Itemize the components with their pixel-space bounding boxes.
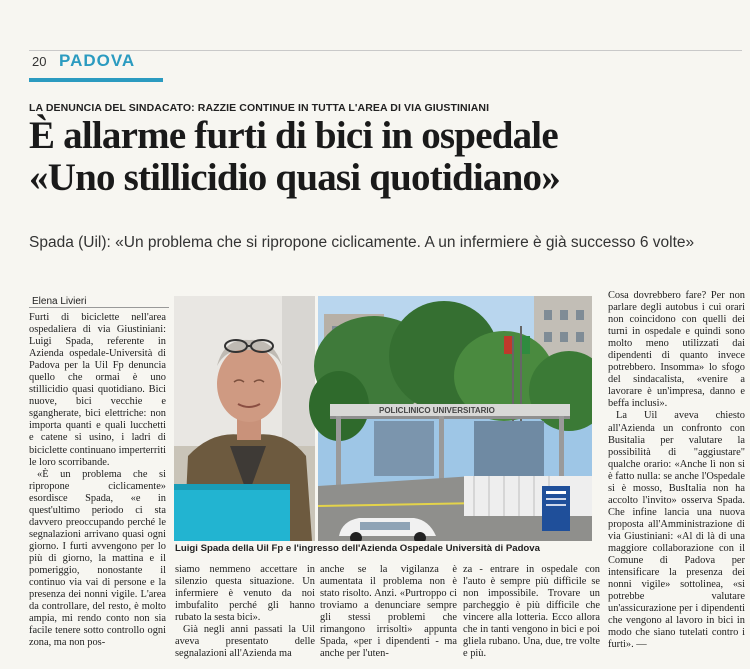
headline-line-2: «Uno stillicidio quasi quotidiano» (29, 156, 560, 199)
paragraph: za - entrare in ospedale con l'auto è sempre più difficile se non impossibile. Trovare un parcheggio è più difficile che vincere alla lotteria. Ecco allora che in tanti vengono in bici e poi gliela rubano. Una, due, tre volte e più. (463, 564, 600, 660)
paragraph: siamo nemmeno accettare in silenzio questa situazione. Un infermiere è venuto da noi imbufalito perché gli hanno rubato la sesta bici». (175, 564, 315, 624)
photo-illustration (174, 296, 592, 541)
page-number: 20 (32, 54, 47, 69)
paragraph: Già negli anni passati la Uil aveva presentato delle segnalazioni all'Azienda ma (175, 624, 315, 660)
author-byline: Elena Livieri (32, 296, 87, 307)
hospital-sign: POLICLINICO UNIVERSITARIO (379, 406, 495, 415)
paragraph: Cosa dovrebbero fare? Per non parlare degli autobus i cui orari non coincidono con quelli dei turni in ospedale e quindi sono molto meno utilizzati dai dipendenti di quanto invece potrebbero. Insomma» lo sfogo del sindacalista, «venire a lavorare è un'impresa, danno e beffa inclusi». (608, 290, 745, 410)
headline-line-1: È allarme furti di bici in ospedale (29, 114, 558, 157)
paragraph: «È un problema che si ripropone ciclicamente» esordisce Spada, «e in quest'ultimo periodo ci sta davvero preoccupando perché le segnalazioni arrivano quasi ogni giorno. I furti avvengono per lo più di giorno, la mattina e il pomeriggio, nonostante il continuo via vai di persone e la presenza dei nonni vigile. L'area da controllare, del resto, è molto ampia, mi rendo conto non sia facile tenere sotto controllo ogni zona, ma non pos- (29, 468, 166, 649)
column-1 (29, 312, 166, 649)
paragraph: anche se la vigilanza è aumentata il problema non è stato risolto. Anzi. «Purtroppo ci troviamo a denunciare sempre gli stessi problemi che rimangono irrisolti» appunta Spada, «per i dipendenti - ma anche per l'uten- (320, 564, 457, 660)
section-accent-bar (29, 78, 163, 82)
paragraph: La Uil aveva chiesto all'Azienda un confronto con Busitalia per valutare la possibilità di "aggiustare" qualche orario: «Anche lì non si è fatto nulla: se anche l'Ospedale si è mosso, BusItalia non ha accolto l'invito» osserva Spada. Che infine lancia una nuova proposta all'Amministrazione di via Giustiniani: «Al di là di una maggiore collaborazione con il Comune di Padova per intensificare la presenza dei nonni vigile» sottolinea, «si potrebbe valutare un'assicurazione per i dipendenti che vengono al lavoro in bici in modo che siano tutelati contro i furti». — (608, 410, 745, 651)
column-2 (175, 564, 315, 660)
subheadline: Spada (Uil): «Un problema che si ripropone ciclicamente. A un infermiere è già successo 6 volte» (29, 234, 695, 251)
byline-rule (29, 307, 169, 308)
section-title: PADOVA (59, 51, 136, 70)
column-4 (463, 564, 600, 660)
headline (29, 115, 749, 199)
header-rule (29, 50, 742, 51)
photo-caption: Luigi Spada della Uil Fp e l'ingresso dell'Azienda Ospedale Università di Padova (175, 543, 540, 554)
article-photo (174, 296, 592, 541)
column-5 (608, 290, 745, 651)
kicker: LA DENUNCIA DEL SINDACATO: RAZZIE CONTINUE IN TUTTA L'AREA DI VIA GIUSTINIANI (29, 102, 490, 114)
column-3 (320, 564, 457, 660)
paragraph: Furti di biciclette nell'area ospedaliera di via Giustiniani: Luigi Spada, referente in Azienda ospedale-Università di Padova per la Uil Fp denuncia quello che ormai è uno stillicidio quasi quotidiano. Bici nuove, bici vecchie e sgangherate, bici elettriche: non importa quanti e quali lucchetti e catene si usino, i ladri di biciclette continuano imperterriti le loro scorribande. (29, 312, 166, 468)
